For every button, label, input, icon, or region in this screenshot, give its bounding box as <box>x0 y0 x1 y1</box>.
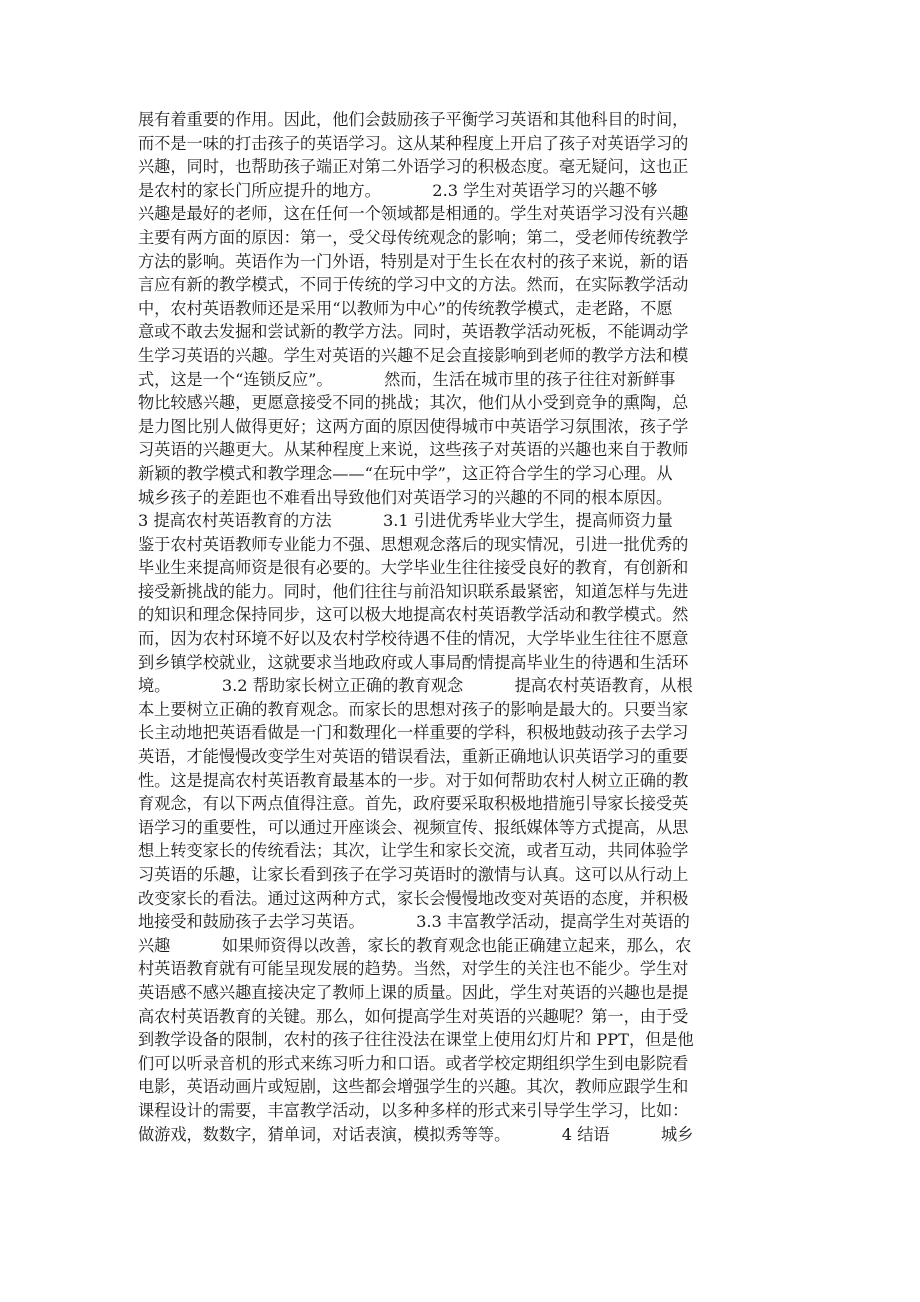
text-line: 本上要树立正确的教育观念。而家长的思想对孩子的影响是最大的。只要当家 <box>138 699 689 719</box>
body-text <box>138 108 788 1146</box>
text-line: 到乡镇学校就业，这就要求当地政府或人事局酌情提高毕业生的待遇和生活环 <box>138 652 689 672</box>
text-line: 电影，英语动画片或短剧，这些都会增强学生的兴趣。其次，教师应跟学生和 <box>138 1077 689 1097</box>
text-line: 的知识和理念保持同步，这可以极大地提高农村英语教学活动和教学模式。然 <box>138 605 689 625</box>
text-line: 而不是一味的打击孩子的英语学习。这从某种程度上开启了孩子对英语学习的 <box>138 133 689 153</box>
text-line: 物比较感兴趣，更愿意接受不同的挑战；其次，他们从小受到竞争的熏陶，总 <box>138 393 689 413</box>
text-line: 兴趣，同时，也帮助孩子端正对第二外语学习的积极态度。毫无疑问，这也正 <box>138 157 689 177</box>
text-line: 做游戏，数数字，猜单词，对话表演，模拟秀等等。 4 结语 城乡 <box>138 1124 694 1144</box>
text-line: 接受新挑战的能力。同时，他们往往与前沿知识联系最紧密，知道怎样与先进 <box>138 581 689 601</box>
text-line: 想上转变家长的传统看法；其次，让学生和家长交流，或者互动，共同体验学 <box>138 841 689 861</box>
text-line: 境。 3.2 帮助家长树立正确的教育观念 提高农村英语教育，从根 <box>138 676 693 696</box>
text-line: 3 提高农村英语教育的方法 3.1 引进优秀毕业大学生，提高师资力量 <box>138 511 673 531</box>
text-line: 们可以听录音机的形式来练习听力和口语。或者学校定期组织学生到电影院看 <box>138 1053 689 1073</box>
text-line: 生学习英语的兴趣。学生对英语的兴趣不足会直接影响到老师的教学方法和模 <box>138 345 689 365</box>
text-line: 鉴于农村英语教师专业能力不强、思想观念落后的现实情况，引进一批优秀的 <box>138 534 689 554</box>
text-line: 村英语教育就有可能呈现发展的趋势。当然，对学生的关注也不能少。学生对 <box>138 959 689 979</box>
text-line: 方法的影响。英语作为一门外语，特别是对于生长在农村的孩子来说，新的语 <box>138 251 689 271</box>
text-line: 展有着重要的作用。因此，他们会鼓励孩子平衡学习英语和其他科目的时间， <box>138 110 689 129</box>
text-line: 是力图比别人做得更好；这两方面的原因使得城市中英语学习氛围浓，孩子学 <box>138 416 689 436</box>
text-line: 兴趣是最好的老师，这在任何一个领域都是相通的。学生对英语学习没有兴趣 <box>138 204 689 224</box>
text-line: 性。这是提高农村英语教育最基本的一步。对于如何帮助农村人树立正确的教 <box>138 770 689 790</box>
text-line: 到教学设备的限制，农村的孩子往往没法在课堂上使用幻灯片和 PPT，但是他 <box>138 1030 694 1050</box>
text-line: 而，因为农村环境不好以及农村学校待遇不佳的情况，大学毕业生往往不愿意 <box>138 629 689 649</box>
text-line: 是农村的家长门所应提升的地方。 2.3 学生对英语学习的兴趣不够 <box>138 180 658 200</box>
text-line: 地接受和鼓励孩子去学习英语。 3.3 丰富教学活动，提高学生对英语的 <box>138 912 690 932</box>
text-line: 习英语的乐趣，让家长看到孩子在学习英语时的激情与认真。这可以从行动上 <box>138 865 689 884</box>
text-line: 新颖的教学模式和教学理念——“在玩中学”，这正符合学生的学习心理。从 <box>138 463 673 483</box>
text-line: 语学习的重要性，可以通过开座谈会、视频宣传、报纸媒体等方式提高，从思 <box>138 817 689 837</box>
text-line: 中，农村英语教师还是采用“以教师为中心”的传统教学模式，走老路，不愿 <box>138 298 673 318</box>
text-line: 主要有两方面的原因：第一，受父母传统观念的影响；第二，受老师传统教学 <box>138 227 689 247</box>
text-line: 育观念，有以下两点值得注意。首先，政府要采取积极地措施引导家长接受英 <box>138 794 689 814</box>
text-line: 毕业生来提高师资是很有必要的。大学毕业生往往接受良好的教育，有创新和 <box>138 558 689 578</box>
text-line: 英语感不感兴趣直接决定了教师上课的质量。因此，学生对英语的兴趣也是提 <box>138 982 689 1002</box>
text-line: 改变家长的看法。通过这两种方式，家长会慢慢地改变对英语的态度，并积极 <box>138 888 689 908</box>
text-line: 习英语的兴趣更大。从某种程度上来说，这些孩子对英语的兴趣也来自于教师 <box>138 440 689 460</box>
text-line: 长主动地把英语看做是一门和数理化一样重要的学科，积极地鼓动孩子去学习 <box>138 723 689 743</box>
text-line: 式，这是一个“连锁反应”。 然而，生活在城市里的孩子往往对新鲜事 <box>138 369 676 389</box>
text-line: 高农村英语教育的关键。那么，如何提高学生对英语的兴趣呢？第一，由于受 <box>138 1006 689 1026</box>
text-line: 城乡孩子的差距也不难看出导致他们对英语学习的兴趣的不同的根本原因。 <box>138 487 673 507</box>
text-line: 课程设计的需要，丰富教学活动，以多种多样的形式来引导学生学习，比如： <box>138 1100 689 1120</box>
text-line: 英语，才能慢慢改变学生对英语的错误看法，重新正确地认识英语学习的重要 <box>138 747 689 767</box>
text-line: 言应有新的教学模式，不同于传统的学习中文的方法。然而，在实际教学活动 <box>138 275 689 295</box>
text-line: 意或不敢去发掘和尝试新的教学方法。同时，英语教学活动死板，不能调动学 <box>138 322 689 342</box>
text-line: 兴趣 如果师资得以改善，家长的教育观念也能正确建立起来，那么，农 <box>138 935 692 955</box>
